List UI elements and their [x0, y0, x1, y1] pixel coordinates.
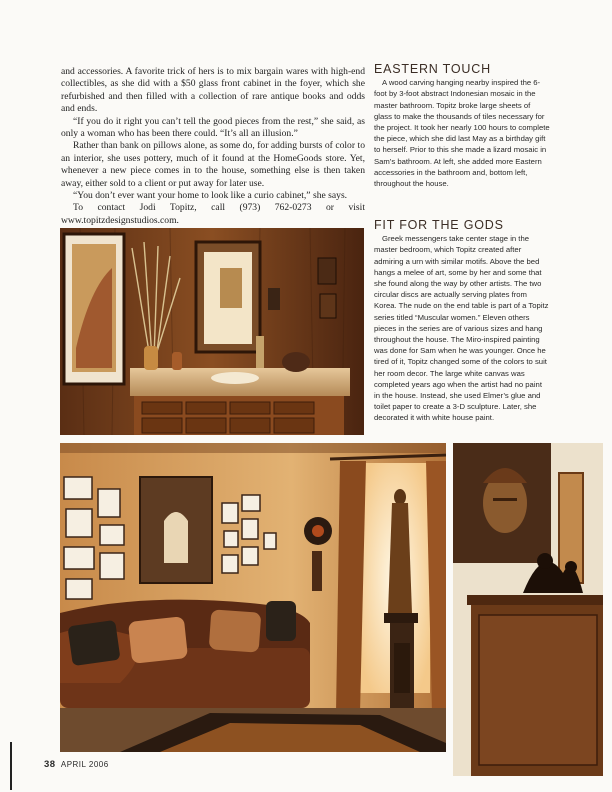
- article-paragraph-1: and accessories. A favorite trick of hers is to mix bargain wares with high-end collectibles, as she did with a $50 glass front cabinet in the foyer, which she refurbished and then filled with a collection of rare antique books and odds and ends.: [61, 66, 365, 115]
- page-number: 38: [44, 759, 56, 770]
- bedroom-photo: [60, 443, 446, 752]
- article-paragraph-5: To contact Jodi Topitz, call (973) 762-0273 or visit www.topitzdesignstudios.com.: [61, 202, 365, 226]
- eastern-touch-heading: EASTERN TOUCH: [374, 62, 491, 76]
- article-column: [61, 66, 365, 227]
- eastern-touch-body: A wood carving hanging nearby inspired the 6-foot by 3-foot abstract Indonesian mosaic in the master bathroom. Topitz broke large sheets of glass to make the thousands of tiles necessary for the project. It took her nearly 100 hours to complete the piece, which she did last May as a birthday gift to herself. Prior to this she made a lizard mosaic in Sam’s bathroom. At left, she added more Eastern accessories in the bathroom and, bottom left, throughout the house.: [374, 78, 550, 189]
- sidebar-eastern-touch: [374, 64, 550, 189]
- bathroom-photo: [60, 228, 364, 435]
- article-paragraph-3: Rather than bank on pillows alone, as some do, for adding bursts of color to an interior, she uses pottery, much of it found at the HomeGoods store. Yet, whenever a new piece comes in to the house, something else is then taken away, either sold to a client or put away for later use.: [61, 140, 365, 189]
- sidebar-fit-for-gods: [374, 220, 550, 424]
- framed-art: [64, 234, 124, 384]
- article-paragraph-4: “You don’t ever want your home to look like a curio cabinet,” she says.: [73, 190, 348, 202]
- issue-date: APRIL 2006: [60, 760, 109, 769]
- foyer-photo: [453, 443, 603, 776]
- article-paragraph-2: “If you do it right you can’t tell the good pieces from the rest,” she said, as only a woman who has been there could. “It’s all an illusion.”: [61, 115, 365, 140]
- page-edge-mark: [10, 742, 12, 790]
- fit-for-gods-heading: FIT FOR THE GODS: [374, 218, 504, 232]
- page-folio: [44, 759, 109, 770]
- fit-for-gods-body: Greek messengers take center stage in the master bedroom, which Topitz created after admiring a urn with similar motifs. Above the bed hangs a melee of art, some by her and some that she found along the way by other artists. The two circular discs are actually serving plates from Korea. The nude on the end table is part of a Topitz series titled “Muscular women.” Eleven others pieces in the series are of various sizes and hang throughout the house. The Miro-inspired painting was done for Sam when he was younger. Once he tired of it, Topitz changed some of the colors to suit her room decor. The large white canvas was completed years ago when the artist had no paint in the house. Instead, she used Elmer’s glue and toilet paper to create a 3-D sculpture. Later, she decorated it with white house paint.: [374, 234, 549, 423]
